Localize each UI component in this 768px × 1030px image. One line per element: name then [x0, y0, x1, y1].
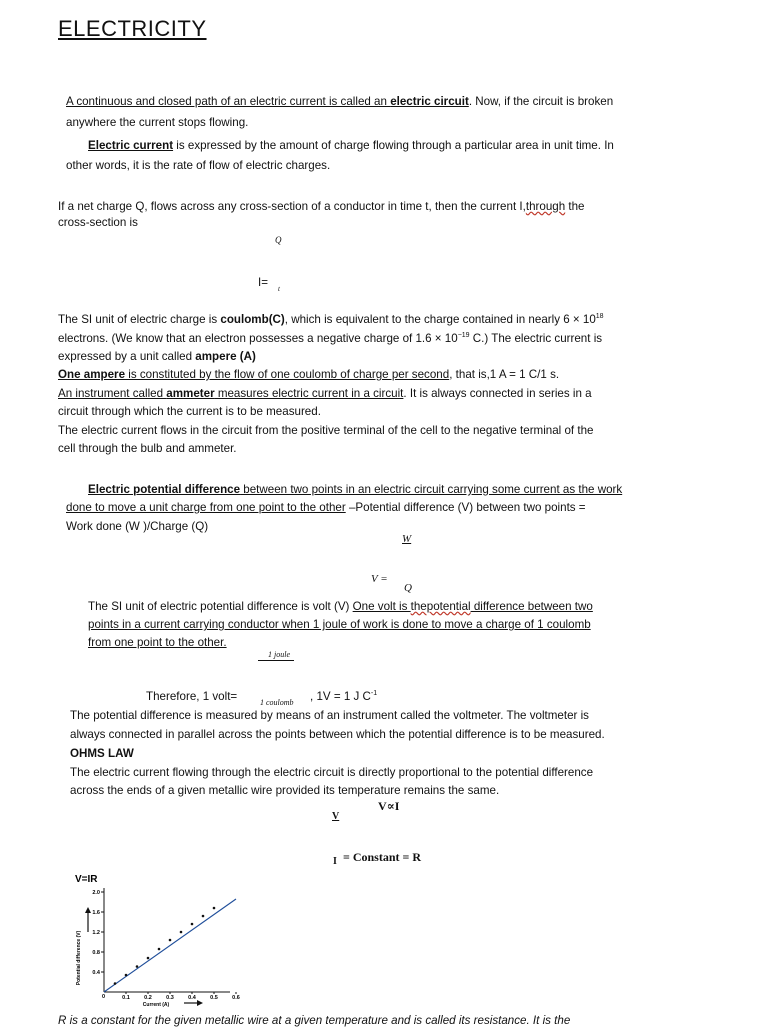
- chart-y-tick-label: 1.2: [92, 930, 100, 936]
- formula-volt-numerator: 1 joule: [258, 650, 294, 661]
- chart-x-tick-label: 0.1: [122, 995, 130, 1001]
- vi-graph-svg: [66, 866, 246, 1010]
- chart-y-tick-label: 0.4: [92, 970, 100, 976]
- chart-data-point: [180, 931, 183, 934]
- text-run: expressed by a unit called: [58, 350, 196, 363]
- chart-x-tick-label: 0.3: [166, 995, 174, 1001]
- chart-data-point: [169, 939, 172, 942]
- chart-x-tick-label: 0.2: [144, 995, 152, 1001]
- chart-data-point: [114, 982, 117, 985]
- chart-x-tick-label: 0.5: [210, 995, 218, 1001]
- chart-plot-area: [85, 888, 240, 1006]
- superscript: −19: [457, 332, 470, 339]
- paragraph-si-charge-line2: [58, 330, 602, 348]
- text-run: , which is equivalent to the charge contained in nearly 6 × 10: [284, 313, 596, 326]
- text-run: between two points in an electric circuit carrying some current as the work: [240, 483, 623, 496]
- paragraph-ammeter-line1: [58, 385, 592, 403]
- text-run: difference between two: [470, 600, 593, 613]
- chart-y-tick-label: 2.0: [92, 890, 100, 896]
- chart-y-label: Potential difference (V): [76, 930, 82, 986]
- page-title: ELECTRICITY: [58, 16, 207, 41]
- superscript: 18: [595, 313, 604, 320]
- chart-title: V=IR: [75, 874, 98, 885]
- formula-i-lhs: I=: [258, 276, 268, 289]
- formula-v-denominator: Q: [404, 582, 412, 594]
- text-run: electrons. (We know that an electron possesses a negative charge of 1.6 × 10: [58, 332, 458, 345]
- paragraph-pd-line1: [88, 481, 622, 499]
- chart-data-point: [125, 974, 128, 977]
- text-run: –Potential difference (V) between two points =: [345, 501, 586, 514]
- formula-volt-lhs: Therefore, 1 volt=: [146, 690, 238, 703]
- formula-v-lhs: V =: [371, 573, 388, 585]
- term-ampere: ampere (A): [195, 350, 256, 363]
- term-electric-circuit: electric circuit: [390, 95, 469, 108]
- chart-data-point: [136, 965, 139, 968]
- text-run: done to move a unit charge from one point to the other: [66, 501, 346, 514]
- paragraph-volt-line3: from one point to the other.: [88, 636, 227, 649]
- paragraph-ohm-line2: across the ends of a given metallic wire provided its temperature remains the same.: [70, 784, 500, 797]
- text-run: the: [565, 200, 585, 213]
- chart-x-origin-label: 0: [102, 994, 106, 1000]
- text-run-through: through: [525, 200, 566, 213]
- chart-x-label: Current (A): [142, 1002, 170, 1008]
- ohms-law-heading: OHMS LAW: [70, 747, 134, 760]
- formula-ohm-rhs: = Constant = R: [343, 850, 422, 864]
- paragraph-circuit-line1: [66, 93, 613, 111]
- formula-ohm-denominator: I: [333, 856, 337, 867]
- formula-i-denominator: t: [278, 285, 280, 293]
- formula-volt-denominator: 1 coulomb: [260, 698, 294, 707]
- chart-x-tick-label: 0.4: [188, 995, 196, 1001]
- paragraph-current-line2: other words, it is the rate of flow of electric charges.: [66, 159, 331, 172]
- formula-i-numerator: Q: [275, 235, 282, 245]
- text-run: The SI unit of electric charge is: [58, 313, 221, 326]
- text-run: If a net charge Q, flows across any cross-section of a conductor in time t, then the current I,: [58, 200, 526, 213]
- text-run: , that is,1 A = 1 C/1 s.: [449, 368, 560, 381]
- paragraph-si-charge-line3: [58, 348, 256, 366]
- paragraph-volt-line2: points in a current carrying conductor when 1 joule of work is done to move a charge of 1 coulomb: [88, 618, 591, 631]
- chart-data-point: [202, 915, 205, 918]
- chart-x-arrow-head: [197, 1000, 203, 1006]
- paragraph-pd-line2: [66, 499, 586, 517]
- text-run: C.) The electric current is: [469, 332, 603, 345]
- superscript: -1: [370, 690, 378, 697]
- chart-y-tick-label: 1.6: [92, 910, 100, 916]
- formula-proportional: V∝I: [378, 799, 400, 813]
- formula-v-numerator: W: [402, 533, 412, 545]
- term-ammeter: ammeter: [166, 387, 215, 400]
- text-run: measures electric current in a circuit: [214, 387, 404, 400]
- term-one-ampere: One ampere: [58, 368, 126, 381]
- text-run: . It is always connected in series in a: [403, 387, 592, 400]
- term-coulomb: coulomb(C): [220, 313, 285, 326]
- chart-fit-line: [104, 899, 236, 992]
- term-electric-current: Electric current: [88, 139, 174, 152]
- text-run: . Now, if the circuit is broken: [468, 95, 614, 108]
- chart-y-arrow-head: [85, 907, 91, 913]
- paragraph-flow-line1: The electric current flows in the circuit from the positive terminal of the cell to the negative terminal of the: [58, 424, 594, 437]
- paragraph-si-charge-line1: [58, 311, 604, 329]
- chart-data-point: [191, 923, 194, 926]
- chart-data-point: [147, 957, 150, 960]
- text-run: The SI unit of electric potential difference is volt (V): [88, 600, 353, 613]
- paragraph-flow-line2: cell through the bulb and ammeter.: [58, 442, 237, 455]
- paragraph-voltmeter-line2: always connected in parallel across the points between which the potential difference is to be measured.: [70, 728, 605, 741]
- paragraph-ammeter-line2: circuit through which the current is to be measured.: [58, 405, 321, 418]
- term-electric-potential-difference: Electric potential difference: [88, 483, 241, 496]
- paragraph-current-line1: [88, 137, 614, 155]
- paragraph-one-ampere: [58, 366, 559, 384]
- text-run: is expressed by the amount of charge flowing through a particular area in unit time. In: [173, 139, 614, 152]
- paragraph-ohm-line1: The electric current flowing through the electric circuit is directly proportional to the potential difference: [70, 766, 594, 779]
- paragraph-circuit-line2: anywhere the current stops flowing.: [66, 116, 249, 129]
- text-run: is constituted by the flow of one coulomb of charge per second: [125, 368, 450, 381]
- paragraph-pd-line3: Work done (W )/Charge (Q): [66, 520, 209, 533]
- paragraph-voltmeter-line1: The potential difference is measured by means of an instrument called the voltmeter. The voltmeter is: [70, 709, 589, 722]
- paragraph-net-charge-line2: cross-section is: [58, 216, 138, 229]
- vi-graph: [66, 866, 246, 1010]
- text-run-thepotential: thepotential: [410, 600, 471, 613]
- text-run: A continuous and closed path of an electric current is called an: [66, 95, 391, 108]
- text-run: , 1V = 1 J C: [310, 690, 371, 703]
- chart-y-tick-label: 0.8: [92, 950, 100, 956]
- formula-volt-rhs: [310, 688, 377, 706]
- paragraph-resistance-line1: R is a constant for the given metallic wire at a given temperature and is called its resistance. It is the: [58, 1014, 571, 1027]
- chart-data-point: [213, 907, 216, 910]
- formula-ohm-numerator: V: [332, 811, 340, 822]
- paragraph-volt-line1: [88, 598, 593, 616]
- chart-x-tick-label: 0.6: [232, 995, 240, 1001]
- text-run: One volt is: [352, 600, 411, 613]
- text-run: An instrument called: [58, 387, 167, 400]
- chart-data-point: [158, 948, 161, 951]
